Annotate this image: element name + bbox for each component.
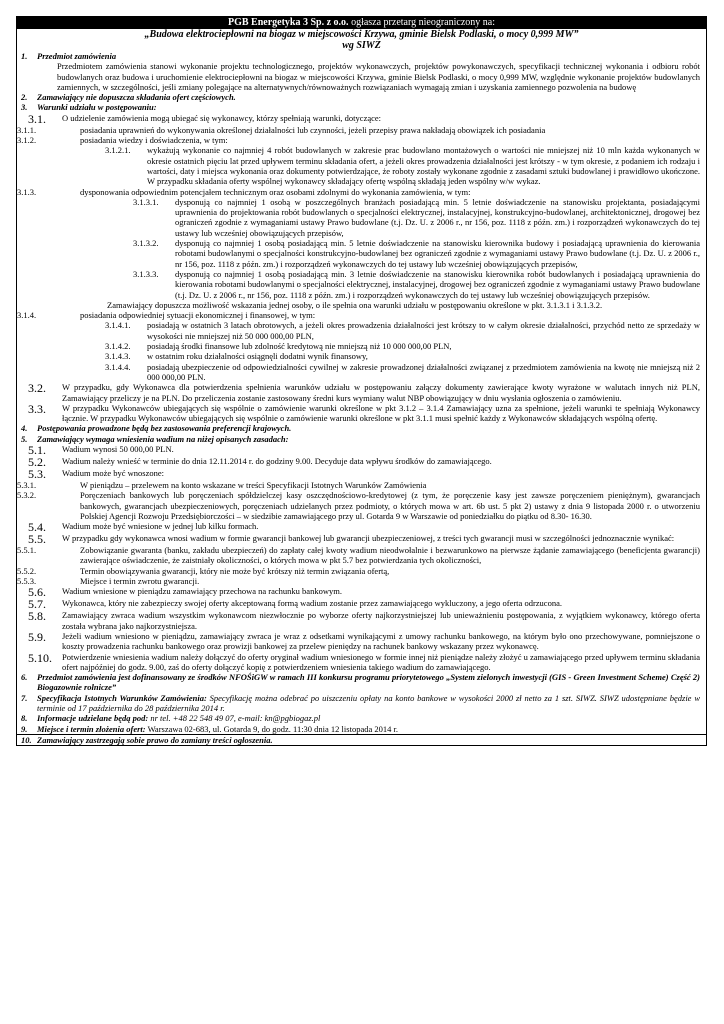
list-item [17, 521, 706, 533]
item-text: W przypadku Wykonawców ubiegających się wspólnie o zamówienie warunki określone w pkt 3.1.2 – 3.1.4 Zamawiający uzna za spełnione, jeżeli warunki te spełniają Wykonawcy łącznie. W przypadku Wykonawców ubiegających się wspólnie o zamówienie warunki określone w pkt 3.1.1 musi spełnić każdy z Wykonawców składających wspólną ofertę. [62, 402, 700, 424]
item-text: Zobowiązanie gwaranta (banku, zakładu ubezpieczeń) do zapłaty całej kwoty wadium nieodwołalnie i bezwarunkowo na pierwsze żądanie zamawiającego (beneficjenta gwarancji) zawierające oświadczenie, że zaistniały okoliczności, o których mowa w pkt 5.7 bez potwierdzania tych okoliczności, [80, 545, 700, 566]
announcement-header [17, 17, 706, 29]
item-text: Informacje udzielane będą pod: nr tel. +48 22 548 49 07, e-mail: kn@pgbiogaz.pl [37, 713, 321, 724]
item-text: W przypadku gdy wykonawca wnosi wadium w formie gwarancji bankowej lub gwarancji ubezpieczeniowej, z treści tych gwarancji musi w szczególności jednoznacznie wynikać: [62, 533, 675, 544]
item-number: 5.5.3. [17, 576, 37, 587]
item-text: Miejsce i termin złożenia ofert: Warszawa 02-683, ul. Gotarda 9, do godz. 11:30 dnia 12 listopada 2014 r. [37, 723, 398, 734]
item-text: Zamawiający zwraca wadium wszystkim wykonawcom niezwłocznie po wyborze oferty najkorzystniejszej lub unieważnieniu postępowania, z wyjątkiem wykonawcy, którego oferta została wybrana jako najkorzystniejsza. [62, 610, 700, 631]
item-text: dysponują co najmniej 1 osobą posiadającą min. 5 letnie doświadczenie na stanowisku kierownika budowy i posiadającą uprawnienia do kierowania robotami budowlanymi o specjalności konstrukcyjno-budowlanej bez ograniczeń zgodnie z wymaganiami ustawy Prawo budowlane (t.j. Dz. U. z 2006 r., nr 156, poz. 1118 z późn. zm.) i rozporządzeń wykonawczych do tej ustawy lub wcześniej obowiązujących przepisów, [175, 238, 700, 269]
announcement-lead: ogłasza przetarg nieograniczony na: [348, 17, 495, 28]
list-item [17, 631, 706, 652]
item-text: W przypadku, gdy Wykonawca dla potwierdzenia spełnienia warunków udziału w postępowaniu załączy dokumenty zawierające kwoty wyrażone w walutach innych niż PLN, Zamawiający przeliczy je na PLN. Do przeliczenia zostanie zastosowany średni kurs wymiany walut NBP obowiązujący w dniu wysłania ogłoszenia o zamówieniu. [62, 382, 700, 403]
item-number: 5.5.2. [17, 565, 37, 576]
list-item [17, 310, 706, 320]
tender-subtitle: wg SIWZ [342, 40, 381, 51]
company-name: PGB Energetyka 3 Sp. z o.o. [228, 17, 349, 28]
list-item [17, 102, 706, 112]
list-item [17, 403, 706, 424]
list-item [17, 351, 706, 361]
item-text: Wadium wniesione w pieniądzu zamawiający przechowa na rachunku bankowym. [62, 586, 342, 597]
item-number: 1. [21, 51, 28, 61]
item-text: Wadium może być wniesione w jednej lub kilku formach. [62, 521, 259, 532]
list-item [17, 490, 706, 521]
list-item [17, 92, 706, 102]
item-number: 3.1.3.1. [133, 196, 159, 207]
item-number: 4. [21, 423, 28, 434]
list-item [17, 320, 706, 341]
list-item [17, 444, 706, 456]
item-number: 5.5. [28, 532, 46, 547]
item-number: 3.1.2. [17, 135, 37, 146]
item-number: 3. [21, 102, 28, 113]
item-number: 5.5.1. [17, 545, 37, 556]
item-text: Zamawiający dopuszcza możliwość wskazania jednej osoby, o ile spełnia ona warunki udziału w postępowaniu określone w pkt. 3.1.3.1 i 3.1.3.2. [107, 299, 603, 310]
item-text: Specyfikacja Istotnych Warunków Zamówienia: Specyfikację można odebrać po uiszczeniu opłaty na konto bankowe w wysokości 2000 zł netto za 1 szt. SIWZ. SIWZ udostępniane będzie w terminie od 17 października do 28 października 2014 r. [37, 692, 700, 714]
item-number: 5.6. [28, 585, 46, 600]
list-item [17, 113, 706, 125]
item-number: 3.1.3.3. [133, 268, 159, 279]
item-text: Zamawiający zastrzegają sobie prawo do zamiany treści ogłoszenia. [37, 734, 273, 745]
item-number: 3.1.1. [17, 124, 37, 135]
item-number: 3.2. [28, 381, 46, 396]
item-number: 3.1.4.4. [105, 361, 131, 372]
list-item [17, 187, 706, 197]
list-item [17, 545, 706, 566]
announcement-document [16, 16, 707, 746]
tender-title: „Budowa elektrociepłowni na biogaz w miejscowości Krzywa, gminie Bielsk Podlaski, o mocy 0,999 MW” [144, 29, 579, 40]
item-number: 6. [21, 672, 28, 683]
list-item [17, 61, 706, 92]
item-text: posiadania wiedzy i doświadczenia, w tym: [80, 135, 228, 146]
item-number: 5.4. [28, 520, 46, 535]
list-item [17, 238, 706, 269]
item-text: posiadania odpowiedniej sytuacji ekonomicznej i finansowej, w tym: [80, 310, 316, 321]
item-number: 3.1.3.2. [133, 238, 159, 249]
list-item [17, 533, 706, 545]
item-number: 3.3. [28, 401, 46, 416]
list-item [17, 456, 706, 468]
list-item [17, 610, 706, 631]
announcement-items [17, 51, 706, 745]
item-number: 5. [21, 433, 28, 444]
list-item [17, 51, 706, 61]
item-text: Potwierdzenie wniesienia wadium należy dołączyć do oferty oryginał wadium wniesionego w formie innej niż pieniądze należy złożyć u zamawiającego przed upływem terminu składania ofert najpóźniej do godz. 9.00, zaś do oferty dołączyć kopię z potwierdzeniem wniesienia takiego wadium do zamawiającego. [62, 651, 700, 672]
item-text: posiadają w ostatnich 3 latach obrotowych, a jeżeli okres prowadzenia działalności jest krótszy to w całym okresie działalności, przychód netto ze sprzedaży w wysokości nie mniejszej niż 50 000 000,00 PLN, [147, 320, 700, 341]
item-number: 3.1.3. [17, 186, 37, 197]
list-item [17, 362, 706, 383]
item-text: w ostatnim roku działalności osiągnęli dodatni wynik finansowy, [147, 351, 368, 362]
item-text: W pieniądzu – przelewem na konto wskazane w treści Specyfikacji Istotnych Warunków Zamówienia [80, 479, 427, 490]
list-item [17, 566, 706, 576]
item-text: Zamawiający wymaga wniesienia wadium na niżej opisanych zasadach: [37, 433, 289, 444]
item-text: O udzielenie zamówienia mogą ubiegać się wykonawcy, którzy spełniają warunki, dotyczące: [62, 112, 382, 123]
item-number: 5.1. [28, 442, 46, 457]
item-number: 3.1.2.1. [105, 145, 131, 156]
item-number: 10. [21, 734, 32, 745]
item-number: 3.1.4.2. [105, 341, 131, 352]
list-item [17, 382, 706, 403]
item-text: Termin obowiązywania gwarancji, który nie może być krótszy niż termin związania ofertą, [80, 565, 390, 576]
list-item [17, 468, 706, 480]
item-text: posiadają ubezpieczenie od odpowiedzialności cywilnej w zakresie prowadzonej działalności związanej z przedmiotem zamówienia na kwotę nie mniejszą niż 2 000 000,00 PLN. [147, 361, 700, 382]
item-number: 5.9. [28, 629, 46, 644]
item-number: 5.3.1. [17, 479, 37, 490]
item-number: 3.1.4.3. [105, 351, 131, 362]
item-number: 3.1. [28, 111, 46, 126]
list-item [17, 341, 706, 351]
item-text: Postępowania prowadzone będą bez zastosowania preferencji krajowych. [37, 423, 292, 434]
list-item [17, 197, 706, 238]
item-text: dysponują co najmniej 1 osobą posiadającą min. 3 letnie doświadczenie na stanowisku kierownika robót budowlanych i posiadającą uprawnienia do kierowania robotami budowlanymi o specjalności elektrycznej, instalacyjnej, drogowej bez ograniczeń zgodnie z wymaganiami ustawy Prawo budowlane (t.j. Dz. U. z 2006 r., nr 156, poz. 1118 z późn. zm.) i rozporządzeń wykonawczych do tej ustawy lub wcześniej obowiązujących przepisów. [175, 268, 700, 300]
item-number: 5.3.2. [17, 490, 37, 501]
list-item [17, 713, 706, 723]
list-item [17, 576, 706, 586]
item-number: 5.2. [28, 454, 46, 469]
list-item [17, 423, 706, 433]
list-item [17, 145, 706, 186]
item-number: 7. [21, 692, 28, 703]
list-item [17, 125, 706, 135]
item-text: Wadium należy wnieść w terminie do dnia 12.11.2014 r. do godziny 9.00. Decyduje data wpływu środków do zamawiającego. [62, 455, 492, 466]
item-number: 5.7. [28, 597, 46, 612]
item-text: dysponowania odpowiednim potencjałem technicznym oraz osobami zdolnymi do wykonania zamówienia, w tym: [80, 186, 471, 197]
list-item [17, 300, 706, 310]
list-item [17, 672, 706, 693]
list-item [17, 269, 706, 300]
list-item [17, 586, 706, 598]
list-item [17, 480, 706, 490]
item-number: 2. [21, 92, 28, 103]
item-text: Przedmiot zamówienia jest dofinansowany ze środków NFOŚiGW w ramach III konkursu programu priorytetowego „System zielonych inwestycji (GIS - Green Investment Scheme) Część 2) Biogazownie rolnicze” [37, 672, 700, 693]
item-text: Warunki udziału w postępowaniu: [37, 102, 157, 113]
item-number: 9. [21, 723, 28, 734]
item-number: 5.3. [28, 466, 46, 481]
item-text: wykażują wykonanie co najmniej 4 robót budowlanych w zakresie prac budowlano montażowych o wartości nie mniejszej niż 10 mln każda wykonanych w okresie ostatnich pięciu lat przed upływem terminu składania ofert, a jeżeli okres prowadzenia działalności jest krótszy - w tym okresie, z podaniem ich rodzaju i wartości, daty i miejsca wykonania oraz dokumenty potwierdzające, że roboty zostały wykonane zgodnie z zasadami sztuki budowlanej i prawidłowo ukończone. W przypadku składania oferty wspólnej wykonawcy składający ofertę wspólną składają jeden wspólny w/w wykaz. [147, 145, 700, 187]
item-text: Przedmiotem zamówienia stanowi wykonanie projektu technologicznego, projektów wykonawczych, projektów powykonawczych, specyfikacji technicznej wykonania i odbioru robót budowlanych oraz budowa i uruchomienie elektrociepłowni na biogaz w miejscowości Krzywa, gminie Bielsk Podlaski, o mocy 0,999 MW, względnie wykonanie projektów budowlanych zamiennych, w szczególności, jeśli zmiany polegające na alternatywnych/równoważnych rozwiązaniach wymagają zmian i uzyskania zamiennego pozwolenia na budowę [57, 61, 700, 92]
list-item [17, 652, 706, 673]
item-text: Wadium wynosi 50 000,00 PLN. [62, 443, 174, 454]
list-item [17, 135, 706, 145]
item-text: Przedmiot zamówienia [37, 51, 117, 61]
item-number: 5.10. [28, 650, 52, 665]
item-text: Zamawiający nie dopuszcza składania ofert częściowych. [37, 92, 236, 103]
list-item [17, 434, 706, 444]
item-text: Jeżeli wadium wniesiono w pieniądzu, zamawiający zwraca je wraz z odsetkami wynikającymi z umowy rachunku bankowego, na którym było ono przechowywane, pomniejszone o koszty prowadzenia rachunku bankowego oraz prowizji bankowej za przelew pieniędzy na rachunek bankowy wskazany przez wykonawcę. [62, 630, 700, 652]
item-number: 3.1.4.1. [105, 320, 131, 331]
list-item [17, 734, 706, 745]
item-text: posiadania uprawnień do wykonywania określonej działalności lub czynności, jeżeli przepisy prawa nakładają obowiązek ich posiadania [80, 124, 546, 135]
item-number: 5.8. [28, 609, 46, 624]
item-text: Wadium może być wnoszone: [62, 467, 164, 478]
list-item [17, 693, 706, 714]
list-item [17, 724, 706, 734]
item-text: Wykonawca, który nie zabezpieczy swojej oferty akceptowaną formą wadium zostanie przez zamawiającego wykluczony, a jego oferta odrzucona. [62, 598, 562, 609]
item-text: posiadają środki finansowe lub zdolność kredytową nie mniejszą niż 10 000 000,00 PLN, [147, 341, 452, 352]
item-text: Miejsce i termin zwrotu gwarancji. [80, 576, 200, 587]
item-text: dysponują co najmniej 1 osobą w poszczególnych branżach posiadającą min. 5 letnie doświadczenie na stanowisku projektanta, posiadającymi uprawnienia do projektowania robót budowlanych o specjalności elektrycznej, instalacyjnej, konstrukcyjno-budowlanej, architektonicznej, drogowej bez ograniczeń zgodnie z wymaganiami ustawy Prawo budowlane (t.j. Dz. U. z 2006 r., nr 156, poz. 1118 z późn. zm.) i rozporządzeń wykonawczych do tej ustawy lub wcześniej obowiązujących przepisów, [175, 196, 700, 238]
item-number: 3.1.4. [17, 310, 37, 321]
item-number: 8. [21, 713, 28, 724]
item-text: Poręczeniach bankowych lub poręczeniach spółdzielczej kasy oszczędnościowo-kredytowej (z tym, że poręczenie kasy jest zawsze poręczeniem pieniężnym), gwarancjach bankowych, gwarancjach ubezpieczeniowych, poręczeniach udzielanych przez podmioty, o których mowa w art. 6b ust. 5 pkt 2) ustawy z dnia 9 listopada 2000 r. o utworzeniu Polskiej Agencji Rozwoju Przedsiębiorczości – w siedzibie zamawiającego przy ul. Gotarda 9 w Warszawie od poniedziałku do piątku od 8.30- 16.30. [80, 490, 700, 521]
list-item [17, 598, 706, 610]
